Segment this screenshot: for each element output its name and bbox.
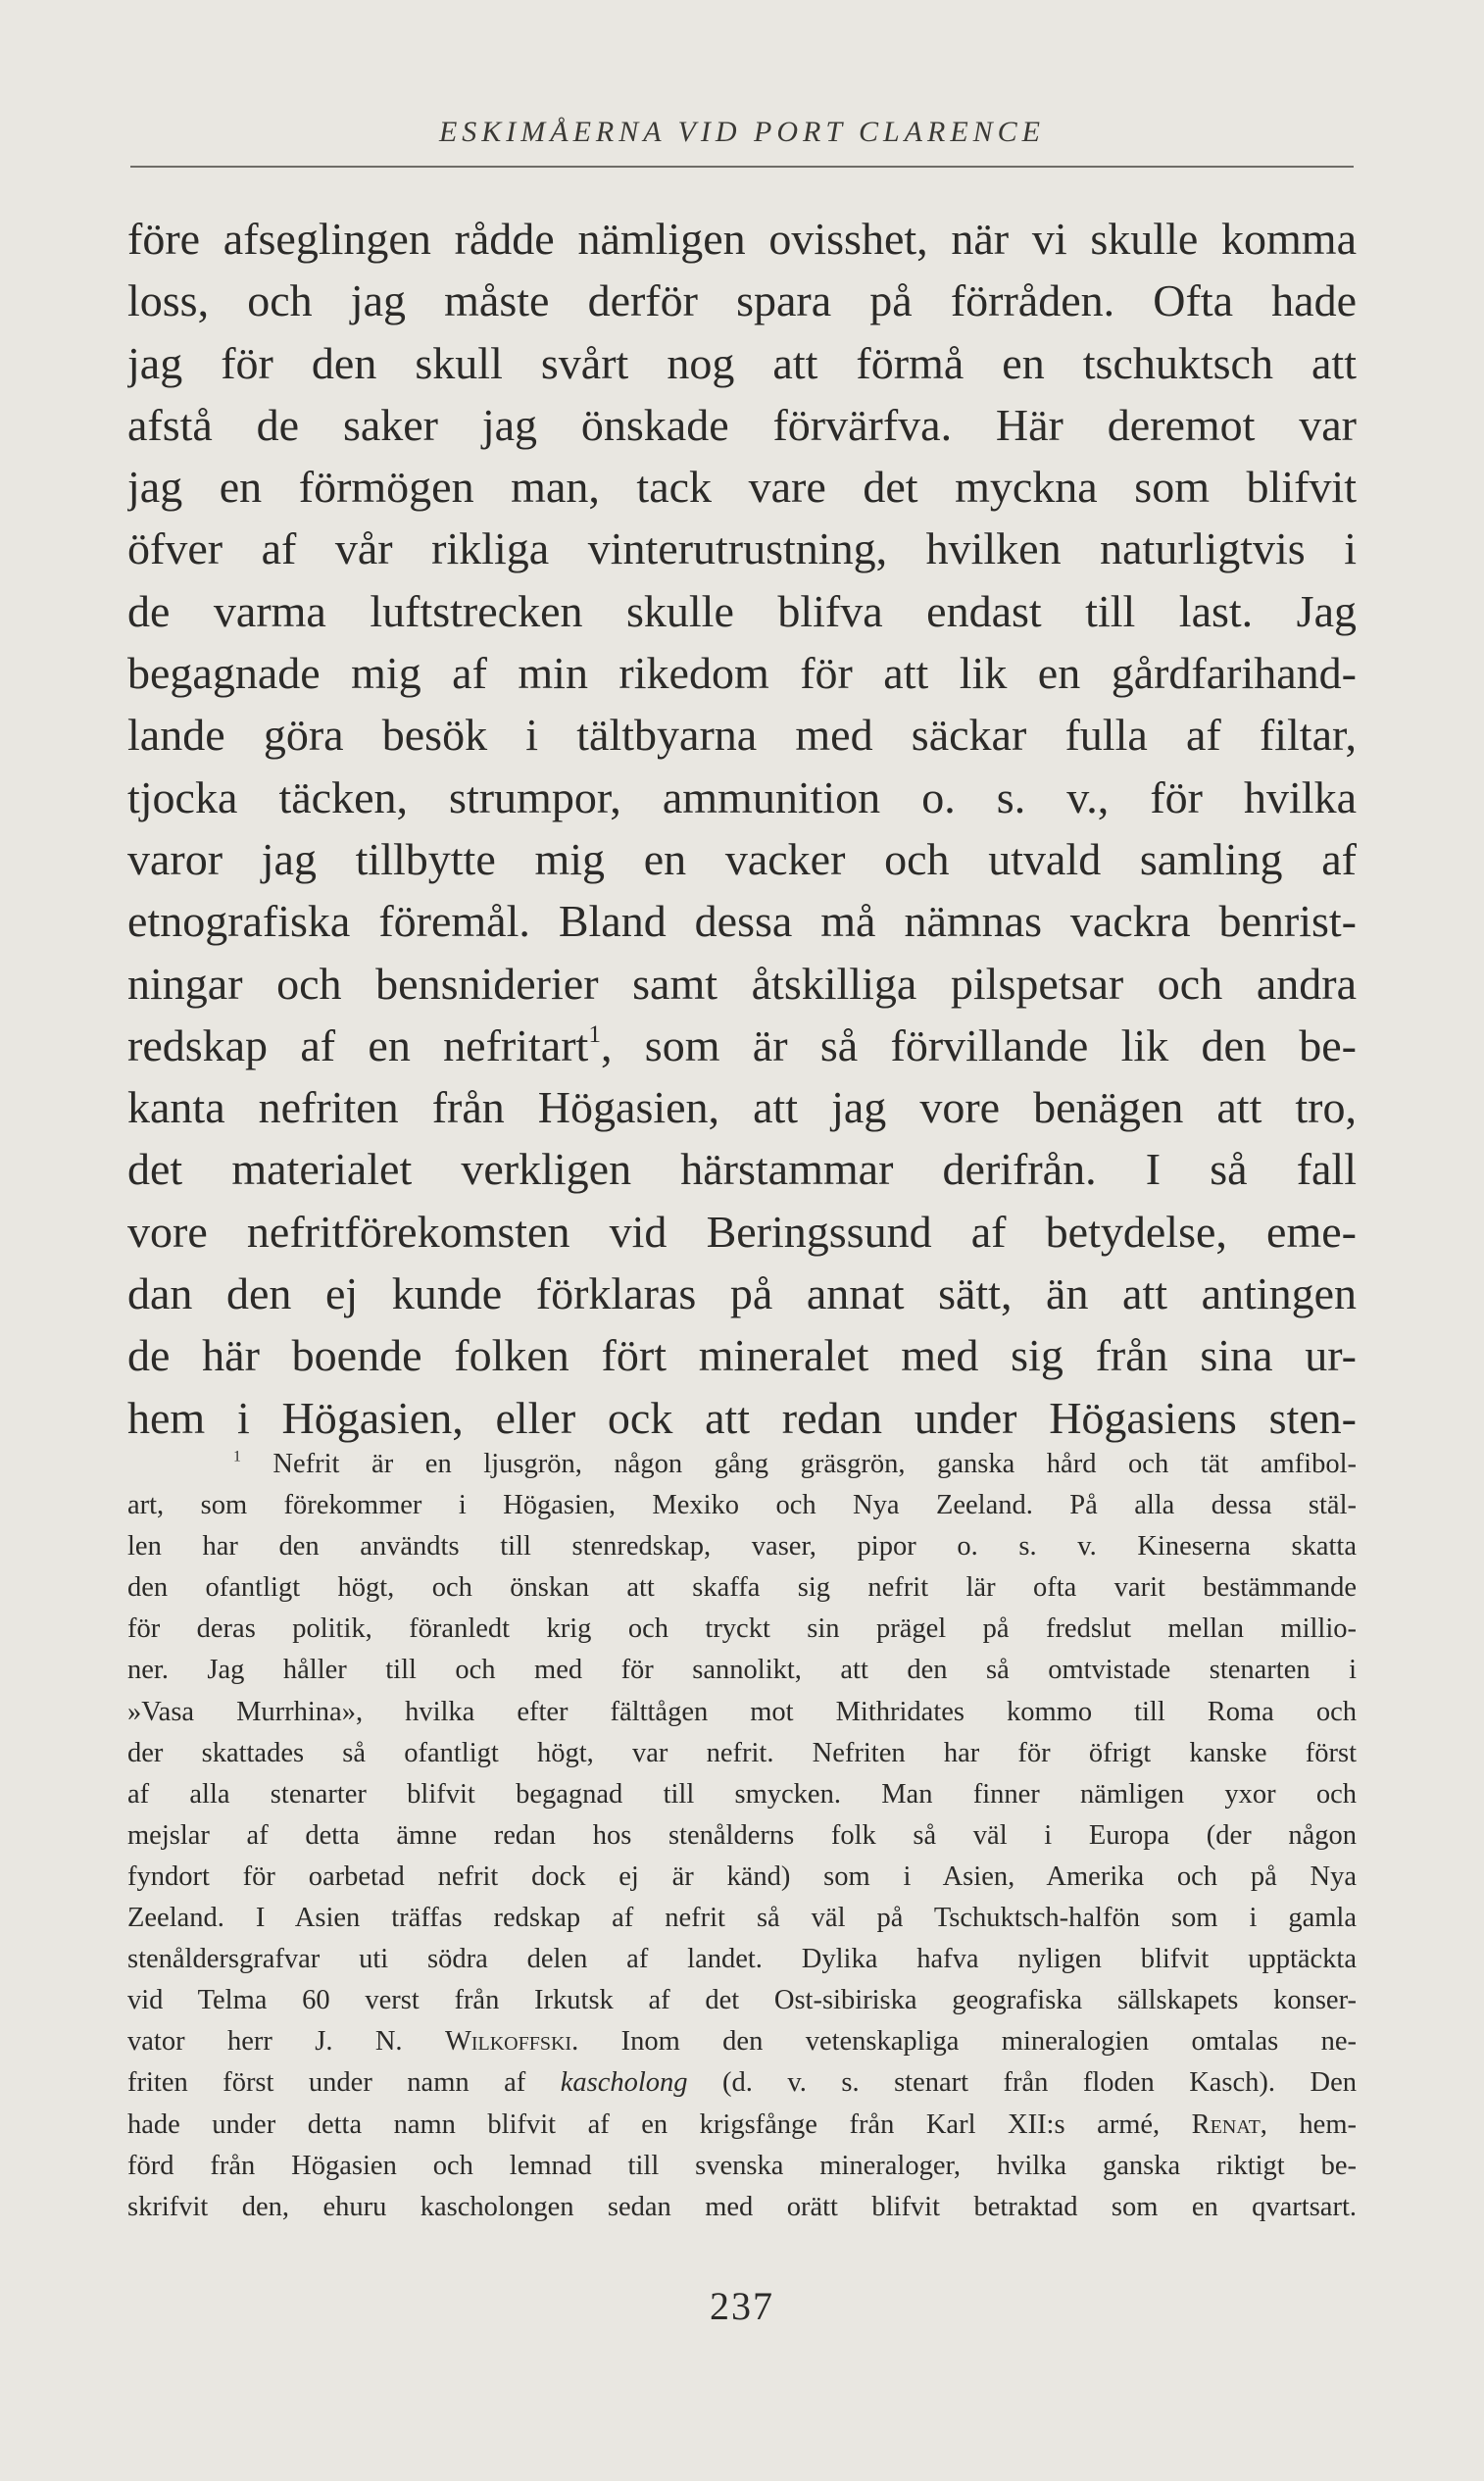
main-text [127,208,1357,1449]
footnote-line: Zeeland. I Asien träffas redskap af nefrit så väl på Tschuktsch-halfön som i gamla [127,1903,1357,1934]
text-line: etnografiska föremål. Bland dessa må nämnas vackra benrist- [127,896,1357,947]
footnote-line [127,2062,1357,2104]
footnote [127,1444,1357,2228]
footnote-line: stenåldersgrafvar uti södra delen af landet. Dylika hafva nyligen blifvit upptäckta [127,1944,1357,1975]
footnote-line: vid Telma 60 verst från Irkutsk af det Ost-sibiriska geografiska sällskapets konser- [127,1985,1357,2016]
text-segment: (d. v. s. stenart från floden Kasch). Den [687,2067,1357,2099]
text-segment: hade under detta namn blifvit af en krigsfånge från Karl XII:s armé, [127,2109,1192,2140]
term: kascholong [560,2067,688,2099]
text-line: afstå de saker jag önskade förvärfva. Här deremot var [127,399,1357,450]
text-line: hem i Högasien, eller ock att redan under Högasiens sten- [127,1392,1357,1443]
text-line: dan den ej kunde förklaras på annat sätt, än att antingen [127,1268,1357,1319]
footnote-marker: 1 [233,1448,241,1465]
footnote-line [127,1444,1357,1485]
person-name: Renat [1191,2109,1261,2140]
text-line: tjocka täcken, strumpor, ammunition o. s. v., för hvilka [127,771,1357,822]
text-line: begagnade mig af min rikedom för att lik en gårdfarihand- [127,648,1357,699]
text-segment: , som är så förvillande lik den be- [600,1019,1357,1070]
header-rule [130,166,1354,168]
text-line: vore nefritförekomsten vid Beringssund af betydelse, eme- [127,1206,1357,1257]
text-segment: vator herr J. N. [127,2026,445,2058]
text-line: det materialet verkligen härstammar derifrån. I så fall [127,1144,1357,1195]
footnote-line [127,2021,1357,2062]
text-line: öfver af vår rikliga vinterutrustning, hvilken naturligtvis i [127,523,1357,574]
running-title: ESKIMÅERNA VID PORT CLARENCE [438,116,1046,148]
text-segment: , hem- [1260,2109,1357,2140]
text-line: varor jag tillbytte mig en vacker och utvald samling af [127,833,1357,884]
text-line: de här boende folken fört mineralet med sig från sina ur- [127,1330,1357,1381]
person-name: Wilkoffski [444,2026,572,2058]
footnote-line: för deras politik, föranledt krig och tryckt sin prägel på fredslut mellan millio- [127,1613,1357,1645]
text-line: lande göra besök i tältbyarna med säckar fulla af filtar, [127,710,1357,761]
page-number: 237 [710,2284,774,2328]
text-segment: Nefrit är en ljusgrön, någon gång gräsgrön, ganska hård och tät amfibol- [272,1449,1357,1479]
text-segment: friten först under namn af [127,2067,561,2099]
footnote-line: den ofantligt högt, och önskan att skaffa sig nefrit lär ofta varit bestämmande [127,1572,1357,1604]
footnote-line: mejslar af detta ämne redan hos stenålderns folk så väl i Europa (der någon [127,1819,1357,1851]
text-line: jag för den skull svårt nog att förmå en tschuktsch att [127,337,1357,388]
text-line: kanta nefriten från Högasien, att jag vore benägen att tro, [127,1082,1357,1133]
footnote-line: af alla stenarter blifvit begagnad till smycken. Man finner nämligen yxor och [127,1778,1357,1810]
footnote-line: fyndort för oarbetad nefrit dock ej är känd) som i Asien, Amerika och på Nya [127,1861,1357,1892]
footnote-line: der skattades så ofantligt högt, var nefrit. Nefriten har för öfrigt kanske först [127,1737,1357,1768]
text-line: jag en förmögen man, tack vare det myckna som blifvit [127,462,1357,513]
footnote-reference: 1 [588,1019,601,1048]
text-line: ningar och bensniderier samt åtskilliga pilspetsar och andra [127,958,1357,1009]
footnote-line: ner. Jag håller till och med för sannolikt, att den så omtvistade stenarten i [127,1655,1357,1686]
footnote-line: skrifvit den, ehuru kascholongen sedan med orätt blifvit betraktad som en qvartsart. [127,2191,1357,2222]
text-line: loss, och jag måste derför spara på förråden. Ofta hade [127,275,1357,326]
footnote-line: art, som förekommer i Högasien, Mexiko och Nya Zeeland. På alla dessa stäl- [127,1490,1357,1521]
text-segment: . Inom den vetenskapliga mineralogien omtalas ne- [571,2026,1357,2058]
footnote-line: »Vasa Murrhina», hvilka efter fälttågen mot Mithridates kommo till Roma och [127,1696,1357,1727]
footnote-line [127,2105,1357,2146]
text-segment: redskap af en nefritart [127,1019,589,1070]
text-line: före afseglingen rådde nämligen ovisshet, när vi skulle komma [127,214,1357,264]
text-line [127,1015,1357,1076]
footnote-line: len har den användts till stenredskap, vaser, pipor o. s. v. Kineserna skatta [127,1531,1357,1563]
footnote-line: förd från Högasien och lemnad till svenska mineraloger, hvilka ganska riktigt be- [127,2150,1357,2181]
text-line: de varma luftstrecken skulle blifva endast till last. Jag [127,585,1357,636]
